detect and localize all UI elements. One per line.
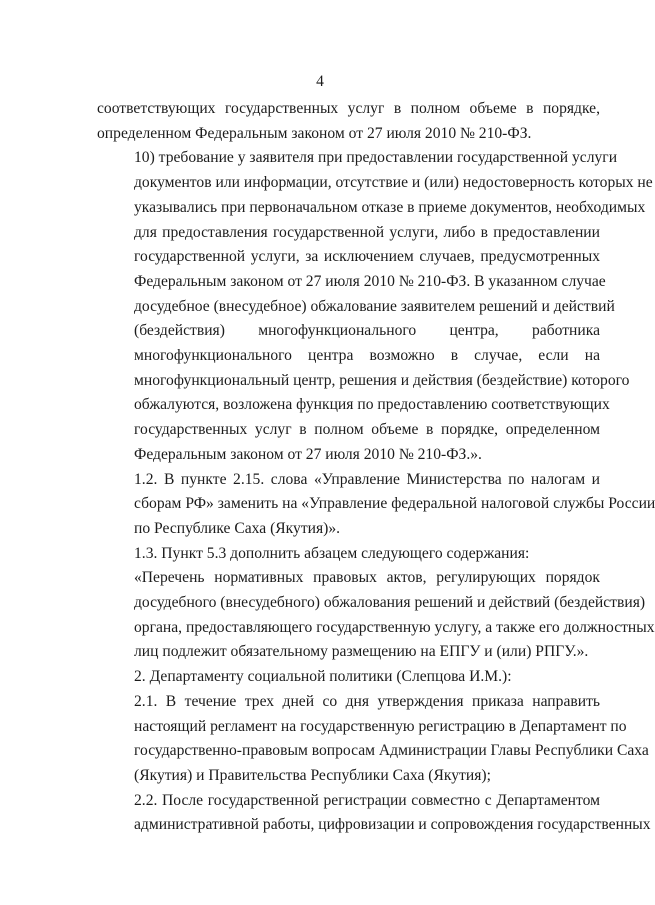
paragraph bbox=[97, 146, 653, 467]
paragraph bbox=[97, 97, 600, 146]
text-line: обжалуются, возложена функция по предоставлению соответствующих bbox=[134, 396, 610, 414]
text-line: административной работы, цифровизации и сопровождения государственных bbox=[134, 816, 651, 834]
text-line: сборам РФ» заменить на «Управление федеральной налоговой службы России bbox=[134, 495, 655, 513]
text-line: соответствующих государственных услуг в полном объеме в порядке, bbox=[97, 100, 600, 117]
text-line: (бездействия) многофункционального центра, работника bbox=[134, 322, 600, 340]
page-number: 4 bbox=[316, 73, 324, 90]
text-line: определенном Федеральным законом от 27 июля 2010 № 210-ФЗ. bbox=[97, 124, 532, 142]
text-line: 10) требование у заявителя при предоставлении государственной услуги bbox=[134, 149, 618, 167]
document-body bbox=[97, 97, 655, 838]
text-line: указывались при первоначальном отказе в приеме документов, необходимых bbox=[134, 198, 646, 216]
text-line: органа, предоставляющего государственную услугу, а также его должностных bbox=[134, 618, 655, 636]
text-line: Федеральным законом от 27 июля 2010 № 210-ФЗ.». bbox=[134, 445, 482, 463]
paragraph bbox=[97, 665, 600, 690]
text-line: 2.2. После государственной регистрации совместно с Департаментом bbox=[134, 791, 600, 809]
text-line: многофункционального центра возможно в случае, если на bbox=[134, 347, 600, 365]
text-line: 2.1. В течение трех дней со дня утверждения приказа направить bbox=[134, 692, 600, 710]
text-line: государственной услуги, за исключением случаев, предусмотренных bbox=[134, 248, 600, 266]
text-line: настоящий регламент на государственную регистрацию в Департамент по bbox=[134, 717, 627, 735]
text-line: досудебного (внесудебного) обжалования решений и действий (бездействия) bbox=[134, 594, 646, 612]
paragraph bbox=[97, 789, 651, 838]
text-line: досудебное (внесудебное) обжалование заявителем решений и действий bbox=[134, 297, 615, 315]
text-line: 1.2. В пункте 2.15. слова «Управление Министерства по налогам и bbox=[134, 470, 600, 488]
text-line: государственно-правовым вопросам Администрации Главы Республики Саха bbox=[134, 742, 649, 760]
paragraph bbox=[97, 566, 655, 665]
text-line: «Перечень нормативных правовых актов, регулирующих порядок bbox=[134, 569, 600, 587]
text-line: лиц подлежит обязательному размещению на ЕПГУ и (или) РПГУ.». bbox=[134, 643, 589, 661]
text-line: 1.3. Пункт 5.3 дополнить абзацем следующего содержания: bbox=[134, 544, 530, 562]
text-line: для предоставления государственной услуги, либо в предоставлении bbox=[134, 223, 600, 241]
paragraph bbox=[97, 542, 600, 567]
text-line: документов или информации, отсутствие и (или) недостоверность которых не bbox=[134, 174, 653, 192]
paragraph bbox=[97, 468, 655, 542]
text-line: Федеральным законом от 27 июля 2010 № 210-ФЗ. В указанном случае bbox=[134, 272, 606, 290]
text-line: по Республике Саха (Якутия)». bbox=[134, 519, 341, 537]
text-line: государственных услуг в полном объеме в порядке, определенном bbox=[134, 421, 600, 439]
text-line: многофункциональный центр, решения и действия (бездействие) которого bbox=[134, 371, 630, 389]
text-line: 2. Департаменту социальной политики (Слепцова И.М.): bbox=[134, 668, 512, 686]
paragraph bbox=[97, 690, 649, 789]
text-line: (Якутия) и Правительства Республики Саха (Якутия); bbox=[134, 766, 491, 784]
